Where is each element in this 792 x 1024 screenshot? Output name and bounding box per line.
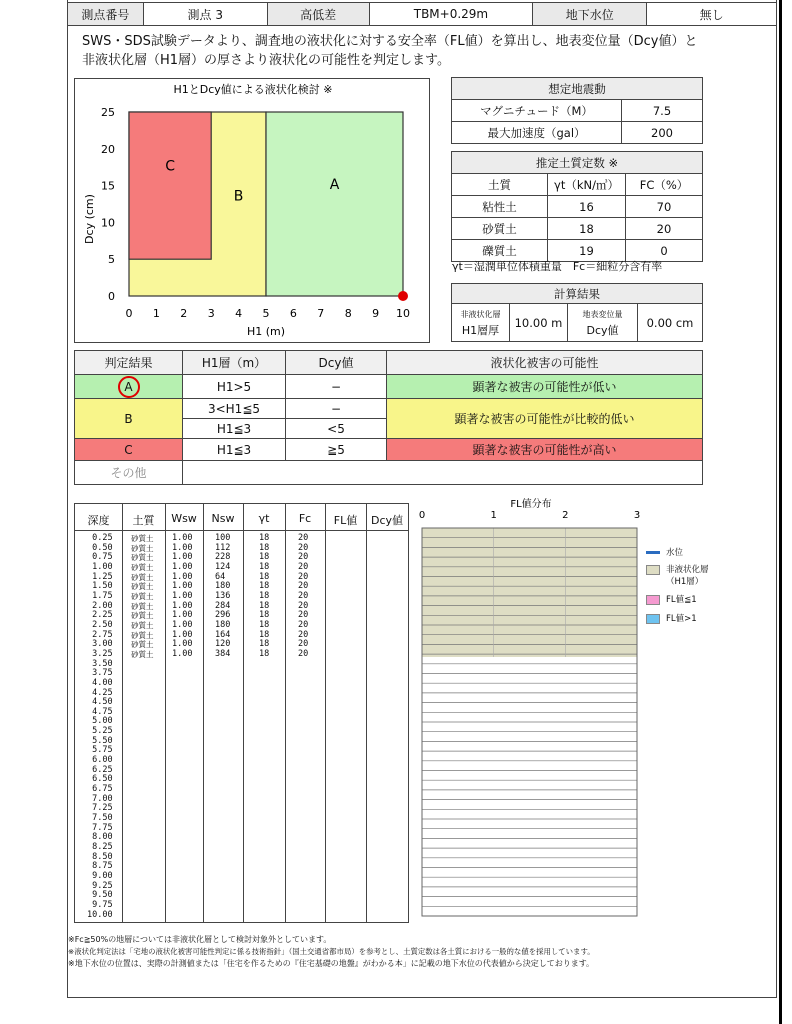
result-point	[398, 291, 408, 301]
grade-b1-h1: 3<H1≦5	[183, 399, 286, 419]
x-tick-label: 1	[152, 307, 160, 320]
col-divider	[122, 504, 123, 922]
col-divider	[325, 504, 326, 922]
y-tick-labels	[101, 106, 115, 303]
y-tick-label: 20	[101, 142, 115, 156]
acceleration-label: 最大加速度（gal）	[452, 122, 622, 144]
col-divider	[366, 504, 367, 922]
judge-header-dcy: Dcy値	[286, 351, 387, 375]
soil-header-type: 土質	[452, 174, 548, 196]
boring-data-table	[74, 503, 409, 923]
col-divider	[165, 504, 166, 922]
x-tick-label: 3	[207, 307, 215, 320]
grade-b2-dcy: <5	[286, 419, 387, 439]
magnitude-value: 7.5	[622, 100, 703, 122]
footnote: ※Fc≧50%の地層については非液状化層として検討対象外としています。	[68, 935, 332, 944]
footnotes	[68, 934, 774, 970]
region-c	[129, 112, 211, 259]
earthquake-table	[451, 77, 703, 144]
x-tick-label: 9	[372, 307, 380, 320]
header-label-water: 地下水位	[533, 3, 647, 26]
y-tick-label: 25	[101, 106, 115, 119]
x-tick-labels	[126, 307, 411, 320]
grade-a-dcy: −	[286, 375, 387, 399]
col-header-gt: γt	[258, 512, 270, 525]
col-divider	[243, 504, 244, 922]
grade-a-cell	[75, 375, 183, 399]
h1-label	[452, 304, 510, 342]
fl-tick-label: 1	[490, 510, 497, 521]
y-tick-label: 10	[101, 216, 115, 230]
grade-a-result: 顕著な被害の可能性が低い	[387, 375, 703, 399]
fl-tick-labels	[419, 510, 640, 521]
x-tick-label: 8	[344, 307, 352, 320]
y-tick-label: 15	[101, 179, 115, 193]
legend-fl-high-label: FL値>1	[666, 614, 697, 624]
fl-chart-svg	[414, 496, 776, 926]
water-level-swatch	[646, 551, 660, 554]
legend-fl-high	[646, 612, 697, 624]
fl-distribution-chart	[414, 496, 776, 926]
soil-title: 推定土質定数 ※	[452, 152, 703, 174]
col-header-soil: 土質	[132, 514, 155, 527]
region-b-label: B	[233, 188, 244, 205]
fl-low-swatch	[646, 595, 660, 605]
footnote: ※液状化判定法は「宅地の液状化被害可能性判定に係る技術指針」（国土交通省都市局）を参考とし、土質定数は各土質における一般的な値を採用しています。	[68, 947, 595, 956]
calc-title: 計算結果	[452, 284, 703, 304]
fl-tick-label: 2	[562, 510, 569, 521]
header-label-point: 測点番号	[68, 3, 144, 26]
grade-a-circle: A	[118, 376, 140, 398]
x-tick-label: 6	[289, 307, 297, 320]
wsw-column: 1.00 1.00 1.00 1.00 1.00 1.00 1.00 1.00 1.00 1.00 1.00 1.00 1.00	[172, 533, 193, 659]
legend-nonliq-sub: （H1層）	[666, 577, 704, 587]
x-tick-label: 2	[180, 307, 188, 320]
soil-column: 砂質土 砂質土 砂質土 砂質土 砂質土 砂質土 砂質土 砂質土 砂質土 砂質土 砂質土 砂質土 砂質土	[131, 534, 154, 659]
acceleration-value: 200	[622, 122, 703, 144]
soil-row-name: 粘性土	[452, 196, 548, 218]
soil-row-gt: 19	[548, 240, 626, 262]
soil-header-fc: FC（%）	[626, 174, 703, 196]
intro-line-2: 非液状化層（H1層）の厚さより液状化の可能性を判定します。	[82, 53, 451, 68]
grade-b-result: 顕著な被害の可能性が比較的低い	[387, 399, 703, 439]
magnitude-label: マグニチュード（M）	[452, 100, 622, 122]
soil-row-gt: 18	[548, 218, 626, 240]
soil-header-gt: γt（kN/㎥）	[548, 174, 626, 196]
col-header-dcy: Dcy値	[370, 514, 404, 527]
grade-b-cell: B	[75, 399, 183, 439]
col-header-fc: Fc	[298, 512, 312, 525]
legend-nonliq	[646, 563, 709, 587]
soil-row-name: 砂質土	[452, 218, 548, 240]
dcy-label-top: 地表変位量	[582, 309, 623, 319]
grade-b1-dcy: −	[286, 399, 387, 419]
fl-tick-label: 3	[633, 510, 641, 521]
region-a	[266, 112, 403, 296]
depth-column: 0.25 0.50 0.75 1.00 1.25 1.50 1.75 2.00 2.25 2.50 2.75 3.00 3.25 3.50 3.75 4.00 4.25 4.50 4.75 5.00 5.25 5.50 5.75 6.00 6.25 6.50 6.75 7.00 7.25 7.50 7.75 8.00 8.25 8.50 8.75 9.00 9.25 9.50 9.75 10.00	[87, 533, 113, 920]
grade-c-result: 顕著な被害の可能性が高い	[387, 439, 703, 461]
dcy-label-bottom: Dcy値	[586, 323, 619, 337]
fl-high-swatch	[646, 614, 660, 624]
col-header-fl: FL値	[333, 514, 358, 527]
nsw-column: 100 112 228 124 64 180 136 284 296 180 164 120 384	[215, 533, 231, 659]
earthquake-title: 想定地震動	[452, 78, 703, 100]
judge-header-result: 液状化被害の可能性	[387, 351, 703, 375]
header-value-height: TBM+0.29m	[369, 3, 533, 26]
intro-line-1: SWS・SDS試験データより、調査地の液状化に対する安全率（FL値）を算出し、地表変位量（Dcy値）と	[82, 34, 698, 49]
grade-c-dcy: ≧5	[286, 439, 387, 461]
header-divider	[75, 530, 408, 531]
x-tick-label: 0	[125, 307, 133, 320]
h1-dcy-chart-svg	[75, 79, 431, 344]
h1-value: 10.00 m	[510, 304, 568, 342]
x-tick-label: 4	[235, 307, 243, 320]
legend-water	[646, 546, 683, 558]
soil-row-fc: 20	[626, 218, 703, 240]
col-header-wsw: Wsw	[171, 512, 197, 525]
intro-text	[82, 32, 772, 70]
header-value-point: 測点 3	[143, 3, 267, 26]
window-edge	[779, 0, 782, 1024]
y-tick-label: 5	[108, 253, 115, 267]
dcy-value: 0.00 cm	[638, 304, 703, 342]
grade-b2-h1: H1≦3	[183, 419, 286, 439]
x-tick-label: 10	[396, 307, 410, 320]
fl-chart-title: FL値分布	[510, 499, 552, 510]
judgement-table	[74, 350, 703, 485]
legend-fl-low	[646, 593, 697, 605]
x-tick-label: 5	[262, 307, 270, 320]
grade-other-empty	[183, 461, 703, 485]
calc-result-table	[451, 283, 703, 342]
judge-header-grade: 判定結果	[75, 351, 183, 375]
soil-row-fc: 70	[626, 196, 703, 218]
grade-c-h1: H1≦3	[183, 439, 286, 461]
dcy-label	[568, 304, 638, 342]
col-divider	[203, 504, 204, 922]
y-tick-label: 0	[108, 290, 115, 303]
grade-a-h1: H1>5	[183, 375, 286, 399]
col-divider	[285, 504, 286, 922]
x-tick-label: 7	[317, 307, 325, 320]
region-c-label: C	[165, 158, 175, 175]
fc-column: 20 20 20 20 20 20 20 20 20 20 20 20 20	[298, 533, 309, 659]
gt-column: 18 18 18 18 18 18 18 18 18 18 18 18 18	[259, 533, 270, 659]
footnote: ※地下水位の位置は、実際の計測値または「住宅を作るための『住宅基礎の地盤』がわかる本」に記載の地下水位の代表値から決定しております。	[68, 959, 595, 968]
chart-title: H1とDcy値による液状化検討 ※	[173, 83, 333, 96]
col-header-nsw: Nsw	[211, 512, 235, 525]
non-liquefaction-swatch	[646, 565, 660, 575]
header-table	[67, 2, 777, 26]
header-value-water: 無し	[647, 3, 777, 26]
grade-other: その他	[75, 461, 183, 485]
h1-dcy-chart	[74, 78, 430, 343]
legend-water-label: 水位	[666, 548, 684, 558]
grade-c-cell: C	[75, 439, 183, 461]
h1-label-top: 非液状化層	[460, 309, 501, 319]
legend-fl-low-label: FL値≦1	[666, 595, 697, 605]
region-a-label: A	[329, 177, 340, 193]
soil-note: γt＝湿潤単位体積重量 Fc＝細粒分含有率	[452, 260, 663, 273]
x-axis-label: H1 (m)	[246, 325, 286, 338]
legend-nonliq-label: 非液状化層	[666, 565, 709, 575]
soil-row-name: 礫質土	[452, 240, 548, 262]
h1-label-bottom: H1層厚	[461, 323, 500, 337]
y-axis-label: Dcy (cm)	[83, 194, 96, 244]
soil-row-gt: 16	[548, 196, 626, 218]
col-header-depth: 深度	[87, 514, 110, 527]
soil-constants-table	[451, 151, 703, 262]
judge-header-h1: H1層（m）	[183, 351, 286, 375]
soil-row-fc: 0	[626, 240, 703, 262]
header-label-height: 高低差	[267, 3, 369, 26]
fl-tick-label: 0	[418, 510, 426, 521]
